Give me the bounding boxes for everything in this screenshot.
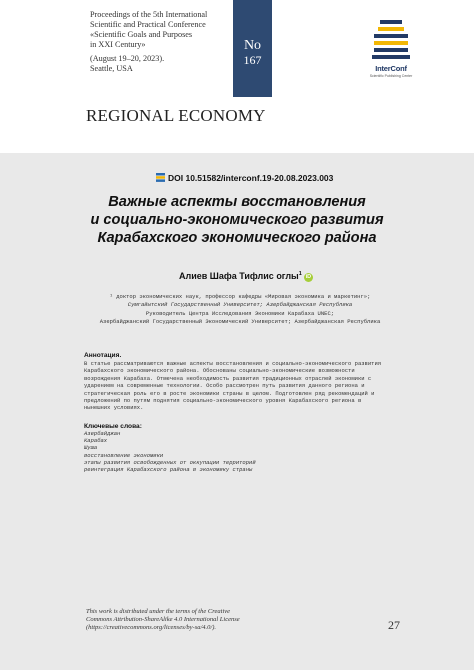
- issue-box: [233, 0, 272, 97]
- conference-line: Proceedings of the 5th International: [90, 10, 208, 19]
- doi-line[interactable]: [156, 173, 333, 183]
- logo-text: InterConf: [375, 64, 407, 73]
- conference-line: in XXI Century»: [90, 40, 146, 49]
- affiliation-line: Сумгайытский Государственный Университет; Азербайджанская Республика: [127, 301, 353, 309]
- license-link[interactable]: (https://creativecommons.org/licenses/by-sa/4.0/).: [86, 624, 217, 631]
- conference-dates: [90, 54, 230, 74]
- issue-label: No: [243, 38, 262, 53]
- keyword: Шуша: [84, 444, 98, 452]
- license-note: [86, 608, 240, 632]
- abstract-line: нынешних условиях.: [84, 404, 144, 412]
- keyword: восстановление экономики: [84, 451, 164, 459]
- abstract-line: предложений по путям поднятия социально-экономического уровня Карабахского региона в: [84, 397, 362, 405]
- logo-graphic-icon: [366, 18, 416, 64]
- doi-text[interactable]: DOI 10.51582/interconf.19-20.08.2023.003: [168, 173, 334, 183]
- abstract-line: возрождения Карабаха. Отмечена необходимость развития традиционных отраслей экономики с: [84, 374, 372, 382]
- abstract-line: Карабахского экономического района. Обоснованы социально-экономические возможности: [84, 367, 355, 375]
- license-line: Commons Attribution-ShareAlike 4.0 International License: [86, 616, 240, 623]
- abstract-line: ударением на современные технологии. Особо рассмотрен путь развития данного региона и: [84, 382, 365, 390]
- header: [0, 0, 474, 97]
- license-line: This work is distributed under the terms of the Creative: [86, 608, 231, 615]
- affiliation-line: Руководитель Центра Исследования Экономики Карабаха UNEC;: [145, 309, 335, 317]
- keyword: этапы развития освобожденных от оккупации территорий: [84, 458, 256, 466]
- affiliation-line: Азербайджанский Государственный Экономический Университет; Азербайджанская Республика: [99, 317, 381, 325]
- section-title: REGIONAL ECONOMY: [86, 106, 266, 125]
- title-line: и социально-экономического развития: [90, 212, 384, 228]
- doi-icon: [156, 173, 165, 182]
- date-line: (August 19–20, 2023).: [90, 54, 165, 63]
- affiliation: [80, 293, 400, 326]
- keywords-list: [84, 430, 256, 473]
- abstract-line: В статье рассматриваются важные аспекты восстановления и социально-экономического развития: [84, 360, 382, 367]
- title-line: Важные аспекты восстановления: [108, 194, 366, 210]
- conference-info: [90, 10, 230, 74]
- keyword: Карабах: [84, 437, 108, 445]
- orcid-icon[interactable]: iD: [305, 274, 312, 280]
- interconf-logo: [366, 18, 416, 88]
- author-name: Алиев Шафа Тифлис оглы: [179, 271, 299, 281]
- affiliation-line: ¹ доктор экономических наук, профессор кафедры «Мировая экономика и маркетинг»;: [109, 293, 371, 300]
- title-line: Карабахского экономического района: [97, 230, 377, 246]
- abstract-line: стратегическая роль его в росте экономики страны в целом. Подготовлен ряд рекомендаций и: [84, 389, 375, 397]
- author-superscript: 1: [298, 271, 302, 277]
- conference-line: «Scientific Goals and Purposes: [90, 30, 193, 39]
- abstract-text: [84, 360, 396, 412]
- date-line: Seattle, USA: [90, 64, 133, 73]
- keywords-heading: Ключевые слова:: [84, 423, 142, 430]
- keyword: Азербайджан: [84, 430, 121, 437]
- conference-line: Scientific and Practical Conference: [90, 20, 206, 29]
- author: [179, 271, 313, 282]
- article-title: [60, 193, 414, 247]
- keyword: реинтеграция Карабахского района в экономику страны: [84, 466, 253, 474]
- logo-subtext: Scientific Publishing Center: [369, 74, 413, 78]
- issue-number: 167: [243, 53, 262, 67]
- page-number: 27: [388, 618, 400, 632]
- abstract-heading: Аннотация.: [84, 352, 122, 359]
